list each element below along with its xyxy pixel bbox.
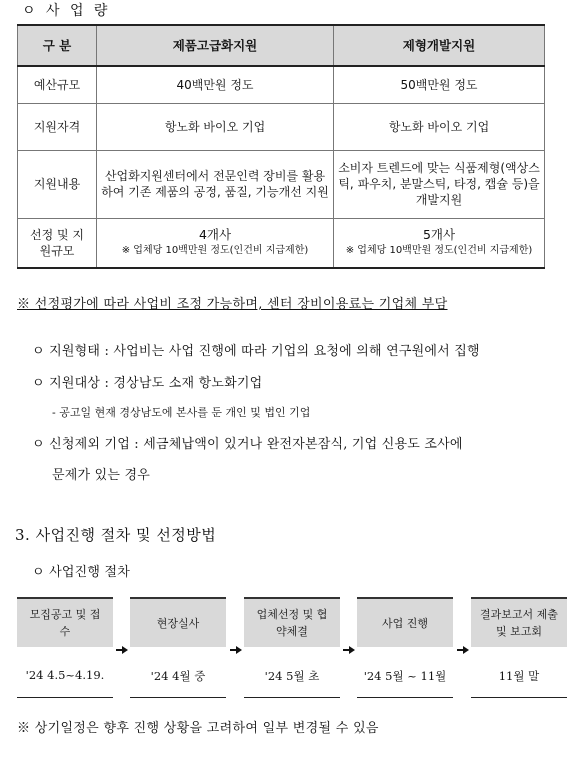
- cell-note: ※ 업체당 10백만원 정도(인건비 지급제한): [121, 244, 309, 256]
- date-underline: [130, 697, 226, 698]
- step-label: 사업 진행: [381, 616, 428, 630]
- step-date: '24 5월 ~ 11월: [363, 669, 447, 683]
- table-cell: [334, 218, 545, 268]
- date-underline: [471, 697, 567, 698]
- table-row: [18, 150, 545, 218]
- table-row: [18, 66, 545, 103]
- budget-table: [17, 24, 545, 269]
- notice-schedule-change: ※ 상기일정은 향후 진행 상황을 고려하여 일부 변경될 수 있음: [17, 721, 379, 736]
- row-label: 선정 및 지원규모: [18, 218, 97, 268]
- company-count: 4개사: [198, 226, 232, 242]
- section-3-title: 3. 사업진행 절차 및 선정방법: [15, 526, 217, 544]
- bullet-support-target: ㅇ 지원대상 : 경상남도 소재 항노화기업: [32, 376, 263, 391]
- step-recruit: [17, 597, 113, 647]
- section-scale-heading: ㅇ 사 업 량: [22, 3, 111, 19]
- header-formulation-dev: 제형개발지원: [334, 25, 545, 66]
- table-cell: 산업화지원센터에서 전문인력 장비를 활용하여 기존 제품의 공정, 품질, 기능개선 지원: [97, 150, 334, 218]
- step-date: '24 4.5~4.19.: [25, 668, 105, 682]
- table-row: [18, 103, 545, 150]
- step-report: [471, 597, 567, 647]
- table-cell: 40백만원 정도: [97, 66, 334, 103]
- step-selection: [244, 597, 340, 647]
- arrow-right-icon: [236, 646, 242, 654]
- step-date: '24 4월 중: [150, 669, 206, 683]
- step-label: 업체선정 및 협약체결: [256, 608, 328, 638]
- step-label: 모집공고 및 접수: [29, 608, 101, 638]
- row-label: 지원자격: [18, 103, 97, 150]
- arrow-right-icon: [463, 646, 469, 654]
- header-category: 구 분: [18, 25, 97, 66]
- bullet-exclusion: ㅇ 신청제외 기업 : 세금체납액이 있거나 완전자본잠식, 기업 신용도 조사에: [32, 437, 463, 452]
- target-detail: - 공고일 현재 경상남도에 본사를 둔 개인 및 법인 기업: [52, 406, 311, 419]
- step-progress: [357, 597, 453, 647]
- bullet-exclusion-cont: 문제가 있는 경우: [52, 468, 150, 483]
- date-underline: [244, 697, 340, 698]
- step-date: 11월 말: [498, 669, 540, 683]
- row-label: 지원내용: [18, 150, 97, 218]
- table-cell: [97, 218, 334, 268]
- notice-budget-adjust: ※ 선정평가에 따라 사업비 조정 가능하며, 센터 장비이용료는 기업체 부담: [17, 297, 448, 312]
- table-row: [18, 218, 545, 268]
- bullet-support-form: ㅇ 지원형태 : 사업비는 사업 진행에 따라 기업의 요청에 의해 연구원에서 집행: [32, 344, 480, 359]
- table-cell: 소비자 트렌드에 맞는 식품제형(액상스틱, 파우치, 분말스틱, 타정, 캡슐 등)을 개발지원: [334, 150, 545, 218]
- header-product-upgrade: 제품고급화지원: [97, 25, 334, 66]
- step-date: '24 5월 초: [264, 669, 320, 683]
- step-label: 현장실사: [156, 616, 200, 630]
- date-underline: [357, 697, 453, 698]
- step-site-survey: [130, 597, 226, 647]
- table-cell: 항노화 바이오 기업: [334, 103, 545, 150]
- table-header-row: [18, 25, 545, 66]
- arrow-right-icon: [122, 646, 128, 654]
- company-count: 5개사: [422, 226, 456, 242]
- step-label: 결과보고서 제출 및 보고회: [480, 608, 558, 638]
- procedure-heading: ㅇ 사업진행 절차: [32, 565, 130, 580]
- table-cell: 항노화 바이오 기업: [97, 103, 334, 150]
- arrow-right-icon: [349, 646, 355, 654]
- row-label: 예산규모: [18, 66, 97, 103]
- date-underline: [17, 697, 113, 698]
- cell-note: ※ 업체당 10백만원 정도(인건비 지급제한): [345, 244, 533, 256]
- table-cell: 50백만원 정도: [334, 66, 545, 103]
